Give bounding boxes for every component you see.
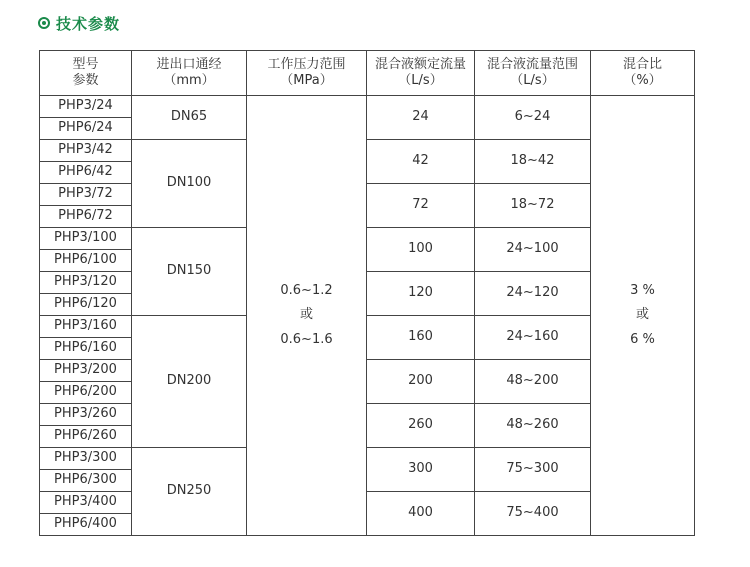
pressure-cell: 0.6~1.2 或 0.6~1.6 xyxy=(247,96,367,536)
model-cell: PHP3/24 xyxy=(40,96,132,118)
flow-range-cell: 18~42 xyxy=(475,140,591,184)
flow-range-cell: 75~400 xyxy=(475,492,591,536)
flow-range-cell: 6~24 xyxy=(475,96,591,140)
model-cell: PHP6/120 xyxy=(40,294,132,316)
flow-range-cell: 24~120 xyxy=(475,272,591,316)
header-flow-range: 混合液流量范围 （L/s） xyxy=(475,51,591,96)
model-cell: PHP6/100 xyxy=(40,250,132,272)
diameter-cell: DN250 xyxy=(132,448,247,536)
flow-range-cell: 24~100 xyxy=(475,228,591,272)
rated-flow-cell: 300 xyxy=(367,448,475,492)
flow-range-cell: 75~300 xyxy=(475,448,591,492)
ratio-cell: 3 % 或 6 % xyxy=(591,96,695,536)
header-rated-flow: 混合液额定流量 （L/s） xyxy=(367,51,475,96)
model-cell: PHP3/72 xyxy=(40,184,132,206)
model-cell: PHP3/42 xyxy=(40,140,132,162)
flow-range-cell: 18~72 xyxy=(475,184,591,228)
model-cell: PHP3/100 xyxy=(40,228,132,250)
rated-flow-cell: 400 xyxy=(367,492,475,536)
table-row xyxy=(40,96,695,118)
model-cell: PHP3/400 xyxy=(40,492,132,514)
section-header xyxy=(38,12,120,34)
diameter-cell: DN65 xyxy=(132,96,247,140)
ring-bullet-icon xyxy=(38,17,50,29)
model-cell: PHP3/160 xyxy=(40,316,132,338)
diameter-cell: DN200 xyxy=(132,316,247,448)
rated-flow-cell: 200 xyxy=(367,360,475,404)
model-cell: PHP6/42 xyxy=(40,162,132,184)
model-cell: PHP3/260 xyxy=(40,404,132,426)
model-cell: PHP6/160 xyxy=(40,338,132,360)
rated-flow-cell: 42 xyxy=(367,140,475,184)
rated-flow-cell: 24 xyxy=(367,96,475,140)
diameter-cell: DN100 xyxy=(132,140,247,228)
model-cell: PHP6/72 xyxy=(40,206,132,228)
model-cell: PHP6/24 xyxy=(40,118,132,140)
header-row xyxy=(40,51,695,96)
model-cell: PHP3/120 xyxy=(40,272,132,294)
model-cell: PHP3/300 xyxy=(40,448,132,470)
model-cell: PHP3/200 xyxy=(40,360,132,382)
model-cell: PHP6/260 xyxy=(40,426,132,448)
rated-flow-cell: 100 xyxy=(367,228,475,272)
header-pressure: 工作压力范围 （MPa） xyxy=(247,51,367,96)
rated-flow-cell: 120 xyxy=(367,272,475,316)
section-title: 技术参数 xyxy=(56,14,121,33)
model-cell: PHP6/400 xyxy=(40,514,132,536)
flow-range-cell: 48~260 xyxy=(475,404,591,448)
model-cell: PHP6/200 xyxy=(40,382,132,404)
rated-flow-cell: 72 xyxy=(367,184,475,228)
model-cell: PHP6/300 xyxy=(40,470,132,492)
rated-flow-cell: 160 xyxy=(367,316,475,360)
header-diameter: 进出口通经 （mm） xyxy=(132,51,247,96)
header-ratio: 混合比 （%） xyxy=(591,51,695,96)
diameter-cell: DN150 xyxy=(132,228,247,316)
flow-range-cell: 48~200 xyxy=(475,360,591,404)
rated-flow-cell: 260 xyxy=(367,404,475,448)
header-model: 型号 参数 xyxy=(40,51,132,96)
flow-range-cell: 24~160 xyxy=(475,316,591,360)
spec-table xyxy=(39,50,695,536)
